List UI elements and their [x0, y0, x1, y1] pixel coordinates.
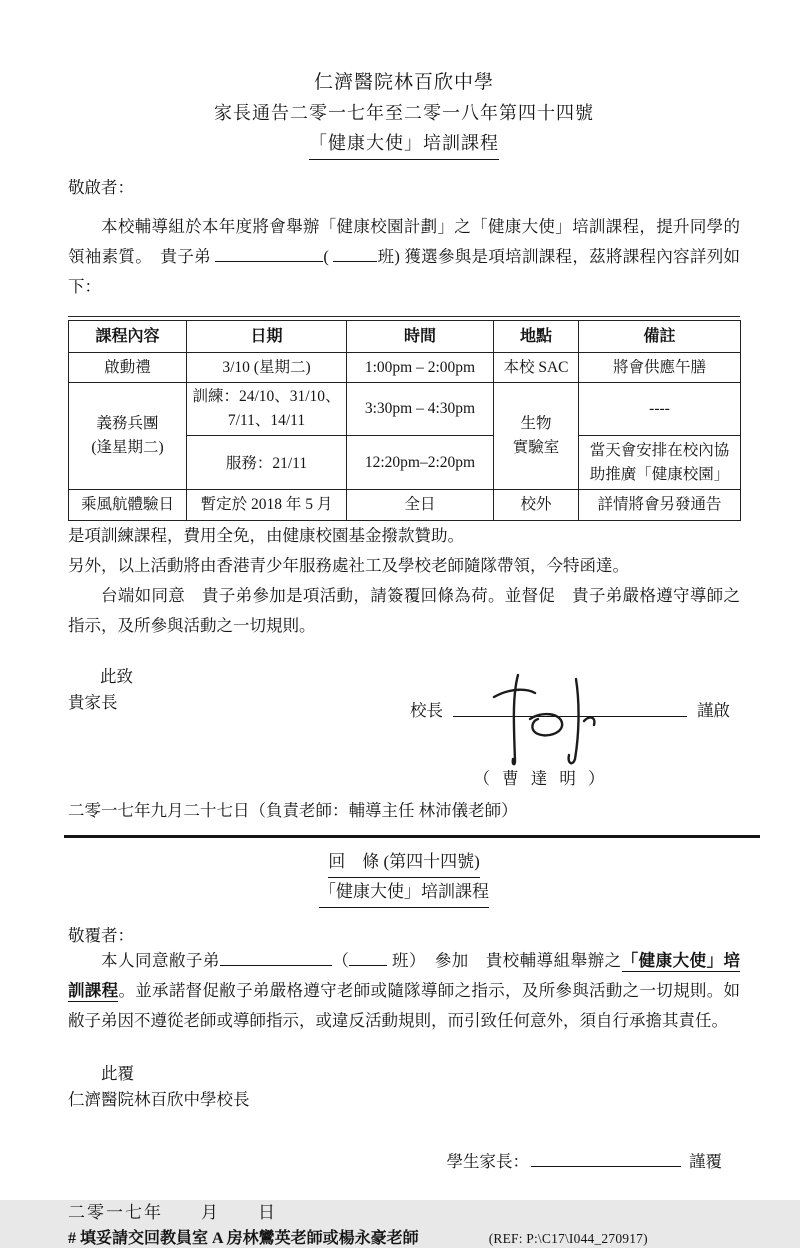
notice-number: 家長通告二零一七年至二零一八年第四十四號	[214, 103, 594, 123]
reply-text-mid: 參加 貴校輔導組舉辦之	[417, 950, 622, 970]
parent-respect-label: 謹覆	[689, 1151, 722, 1171]
principal-label: 校長	[410, 701, 443, 720]
respect-label: 謹啟	[697, 701, 730, 720]
adventure-venue: 校外	[494, 490, 579, 521]
corps-service-time: 12:20pm–2:20pm	[347, 436, 494, 490]
reply-text-before: 本人同意敝子弟	[101, 950, 220, 970]
kickoff-venue: 本校 SAC	[494, 353, 579, 383]
kickoff-remark: 將會供應午膳	[579, 353, 741, 383]
consent-paragraph: 台端如同意 貴子弟參加是項活動，請簽覆回條為荷。並督促 貴子弟嚴格遵守導師之指示，及所參與活動之一切規則。	[68, 586, 740, 635]
intro-paragraph	[68, 212, 740, 302]
file-reference: (REF: P:\C17\I044_270917)	[488, 1230, 648, 1246]
corps-train-time: 3:30pm – 4:30pm	[347, 383, 494, 436]
corps-service-remark: 當天會安排在校內協助推廣「健康校園」	[579, 436, 741, 490]
issue-date-line: 二零一七年九月二十七日（負責老師：輔導主任 林沛儀老師）	[68, 801, 518, 820]
corps-content-line1: 義務兵團	[96, 415, 159, 432]
intro-text-before: 本校輔導組於本年度將會舉辦「健康校園計劃」之「健康大使」培訓課程，提升同學的領袖素質。 貴子弟	[68, 217, 740, 266]
cifu-label: 此覆	[101, 1063, 134, 1083]
table-row-corps-training	[69, 383, 741, 436]
intro-class-suffix: 班)	[377, 247, 405, 266]
reply-paren: （	[331, 950, 350, 970]
corps-content	[69, 383, 187, 490]
reply-paragraph	[68, 946, 740, 1036]
reply-addressee: 仁濟醫院林百欣中學校長	[68, 1089, 250, 1109]
table-header-row	[69, 321, 741, 353]
principal-signature-block	[410, 697, 730, 789]
class-blank	[333, 246, 377, 262]
return-instruction: # 填妥請交回教員室 A 房林鸞英老師或楊永豪老師	[68, 1229, 419, 1247]
reply-slip-title	[68, 848, 740, 878]
principal-signature-scrawl	[472, 671, 622, 767]
reply-salutation: 敬覆者：	[68, 925, 134, 945]
salutation: 敬啟者：	[68, 178, 134, 197]
corps-venue-line1: 生物	[520, 415, 552, 432]
col-header-date: 日期	[187, 321, 347, 353]
corps-train-date-line2: 7/11、14/11	[227, 412, 306, 429]
reply-class-blank	[349, 950, 387, 966]
col-header-remark: 備註	[579, 321, 741, 353]
parent-signature-row	[68, 1148, 740, 1172]
intro-paren: (	[323, 247, 329, 266]
corps-train-remark: ----	[579, 383, 741, 436]
signature-line-row	[410, 697, 730, 761]
col-header-venue: 地點	[494, 321, 579, 353]
course-table	[68, 320, 741, 521]
corps-train-date-line1: 訓練：24/10、31/10、	[192, 388, 341, 405]
kickoff-content: 啟動禮	[69, 353, 187, 383]
reply-slip-title-text: 回 條 (第四十四號)	[328, 848, 480, 878]
adventure-time: 全日	[347, 490, 494, 521]
adventure-remark: 詳情將會另發通告	[579, 490, 741, 521]
parent-label: 學生家長：	[446, 1151, 529, 1171]
corps-content-line2: (逢星期二)	[91, 439, 164, 456]
reply-slip-subtitle	[68, 878, 740, 908]
course-title	[68, 128, 740, 160]
school-name: 仁濟醫院林百欣中學	[313, 72, 494, 93]
recipient-label: 貴家長	[68, 693, 118, 712]
reply-text-after: 。並承諾督促敝子弟嚴格遵守老師或隨隊導師之指示，及所參與活動之一切規則。如敝子弟因不遵從老師或導師指示，或違反活動規則，而引致任何意外，須自行承擔其責任。	[68, 980, 741, 1030]
student-name-blank	[215, 246, 323, 262]
table-row-adventure	[69, 490, 741, 521]
reply-class-suffix: 班）	[387, 950, 418, 970]
principal-name: （ 曹 達 明 ）	[473, 769, 609, 788]
col-header-content: 課程內容	[69, 321, 187, 353]
closing-block	[68, 663, 740, 791]
course-title-text: 「健康大使」培訓課程	[309, 128, 499, 160]
adventure-content: 乘風航體驗日	[69, 490, 187, 521]
parent-signature-blank	[531, 1151, 681, 1167]
funding-note: 是項訓練課程，費用全免，由健康校園基金撥款贊助。	[68, 526, 464, 545]
reply-course-bold-text: 「健康大使」培訓課程	[68, 950, 741, 1000]
corps-venue-line2: 實驗室	[512, 439, 560, 456]
table-row-kickoff	[69, 353, 741, 383]
section-divider	[64, 835, 760, 838]
adventure-date: 暫定於 2018 年 5 月	[187, 490, 347, 521]
kickoff-date: 3/10 (星期二)	[187, 353, 347, 383]
corps-venue	[494, 383, 579, 490]
escort-note: 另外，以上活動將由香港青少年服務處社工及學校老師隨隊帶領，今特函達。	[68, 556, 629, 575]
reply-slip-subtitle-text: 「健康大使」培訓課程	[319, 878, 489, 908]
intro-text-after: 獲選參與是項培訓課程，茲將課程內容詳列如下：	[68, 247, 741, 296]
cizhi-label: 此致	[100, 667, 133, 686]
col-header-time: 時間	[347, 321, 494, 353]
reply-date-blank: 二零一七年 月 日	[68, 1202, 277, 1222]
corps-train-date	[187, 383, 347, 436]
corps-service-date: 服務：21/11	[187, 436, 347, 490]
kickoff-time: 1:00pm – 2:00pm	[347, 353, 494, 383]
footer-row	[68, 1225, 740, 1248]
course-table-wrap	[68, 316, 740, 521]
reply-student-name-blank	[220, 950, 332, 966]
